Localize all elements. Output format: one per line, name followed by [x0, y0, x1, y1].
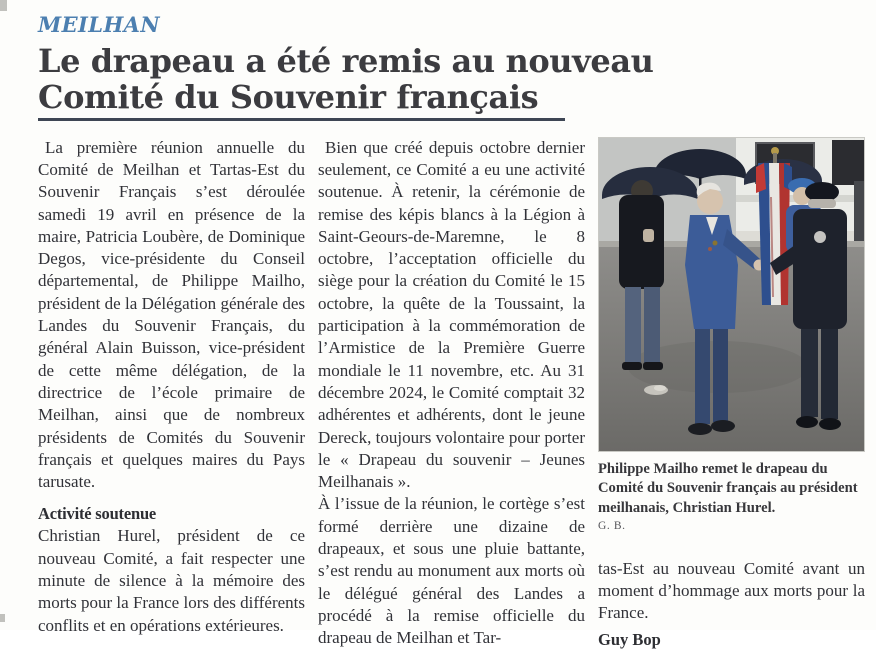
paragraph-activite: Bien que créé depuis octobre dernier seulement, ce Comité a eu une activité soutenue. À retenir, la cérémonie de remise des képis blancs à la Légion à Saint-Geours-de-Maremne, le 8 octobre, l’acceptation officielle du siège pour la création du Comité le 15 octobre, la quête de la Toussaint, la participation à la commémoration de l’Armistice de la Première Guerre mondiale le 11 novembre, etc. Au 31 décembre 2024, le Comité comptait 32 adhérentes et adhérents, dont le jeune Dereck, toujours volontaire pour porter le « Drapeau du souvenir – Jeunes Meilhanais ».: [318, 137, 585, 492]
scan-artifact: [0, 0, 7, 11]
author-byline: Guy Bop: [598, 629, 661, 649]
column-3: [598, 137, 865, 648]
continuation-paragraph: tas-Est au nouveau Comité avant un moment d’hommage aux morts pour la France.: [598, 558, 865, 623]
subhead-activite-soutenue: Activité soutenue: [38, 504, 157, 524]
article-body: [38, 137, 868, 649]
article-photo: [598, 137, 865, 452]
paragraph-cortege: À l’issue de la réunion, le cortège s’est formé derrière une dizaine de drapeaux, et sous une pluie battante, s’est rendu au monument aux morts où le délégué général des Landes a procédé à la remise officielle du drapeau de Meilhan et Tar-: [318, 494, 585, 648]
photo-caption: Philippe Mailho remet le drapeau du Comité du Souvenir français au président meilhanais, Christian Hurel.: [598, 460, 858, 516]
headline-line-1: Le drapeau a été remis au nouveau: [38, 42, 654, 80]
headline-underline: [38, 118, 565, 121]
column-2: [318, 137, 585, 649]
scan-artifact: [0, 614, 5, 622]
photo-credit: G. B.: [598, 520, 626, 533]
headline-line-2: Comité du Souvenir français: [38, 77, 539, 116]
article-headline: [38, 44, 868, 116]
photo-window: [832, 140, 865, 185]
photo-flag-handover-in-rain: [598, 137, 865, 452]
paragraph-minute-silence: Christian Hurel, président de ce nouveau Comité, a fait respecter une minute de silence à la mémoire des morts pour la France lors des différents conflits et en opérations extérieures.: [38, 526, 305, 635]
paragraph-intro: La première réunion annuelle du Comité de Meilhan et Tartas-Est du Souvenir Français s’est déroulée samedi 19 avril en présence de la maire, Patricia Loubère, de Dominique Degos, vice-présidente du Conseil départemental, de Philippe Mailho, président de la Délégation générale des Landes du Souvenir Français, du général Alain Buisson, vice-président de cette même délégation, de la directrice de l’école primaire de Meilhan, ainsi que de nombreux présidents de Comités du Souvenir français et quelques maires du Pays tarusate.: [38, 137, 305, 492]
section-kicker: MEILHAN: [38, 12, 160, 37]
column-1: [38, 137, 305, 637]
